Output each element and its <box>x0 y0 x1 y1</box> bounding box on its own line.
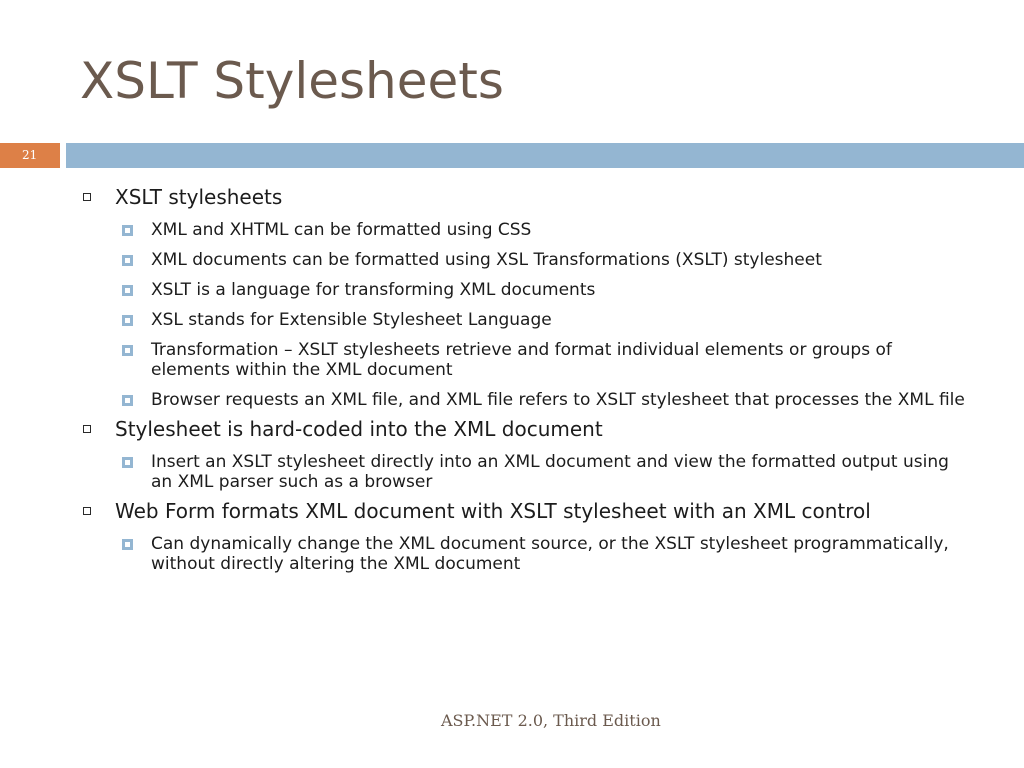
bullet-text: XML and XHTML can be formatted using CSS <box>151 220 532 240</box>
hollow-square-bullet-icon <box>83 425 91 433</box>
bullet-level2 <box>151 220 974 240</box>
bullet-text: Web Form formats XML document with XSLT stylesheet with an XML control <box>115 499 871 523</box>
bullet-text: Transformation – XSLT stylesheets retrieve and format individual elements or groups of elements within the XML document <box>151 340 892 380</box>
square-bullet-icon <box>122 225 133 236</box>
hollow-square-bullet-icon <box>83 507 91 515</box>
square-bullet-icon <box>122 255 133 266</box>
square-bullet-icon <box>122 395 133 406</box>
bullet-level1 <box>115 416 984 442</box>
square-bullet-icon <box>122 539 133 550</box>
bullet-level2 <box>151 452 974 492</box>
bullet-level1 <box>115 184 984 210</box>
square-bullet-icon <box>122 315 133 326</box>
slide-body <box>0 178 1024 574</box>
slide-number: 21 <box>0 143 60 168</box>
bullet-text: XSLT stylesheets <box>115 185 283 209</box>
bullet-text: Can dynamically change the XML document source, or the XSLT stylesheet programmatically, without directly altering the XML document <box>151 534 949 574</box>
bullet-level2 <box>151 534 974 574</box>
hollow-square-bullet-icon <box>83 193 91 201</box>
bullet-text: XML documents can be formatted using XSL Transformations (XSLT) stylesheet <box>151 250 822 270</box>
slide-title: XSLT Stylesheets <box>80 52 504 110</box>
title-rule-bar <box>66 143 1024 168</box>
square-bullet-icon <box>122 285 133 296</box>
bullet-text: Browser requests an XML file, and XML file refers to XSLT stylesheet that processes the XML file <box>151 390 965 410</box>
bullet-level2 <box>151 340 974 380</box>
bullet-text: Stylesheet is hard-coded into the XML document <box>115 417 603 441</box>
bullet-text: Insert an XSLT stylesheet directly into an XML document and view the formatted output using an XML parser such as a browser <box>151 452 949 492</box>
square-bullet-icon <box>122 457 133 468</box>
bullet-level2 <box>151 310 974 330</box>
bullet-level2 <box>151 280 974 300</box>
bullet-level2 <box>151 250 974 270</box>
bullet-text: XSLT is a language for transforming XML documents <box>151 280 596 300</box>
bullet-level1 <box>115 498 984 524</box>
square-bullet-icon <box>122 345 133 356</box>
slide-footer: ASP.NET 2.0, Third Edition <box>441 711 661 730</box>
bullet-text: XSL stands for Extensible Stylesheet Language <box>151 310 552 330</box>
bullet-level2 <box>151 390 974 410</box>
